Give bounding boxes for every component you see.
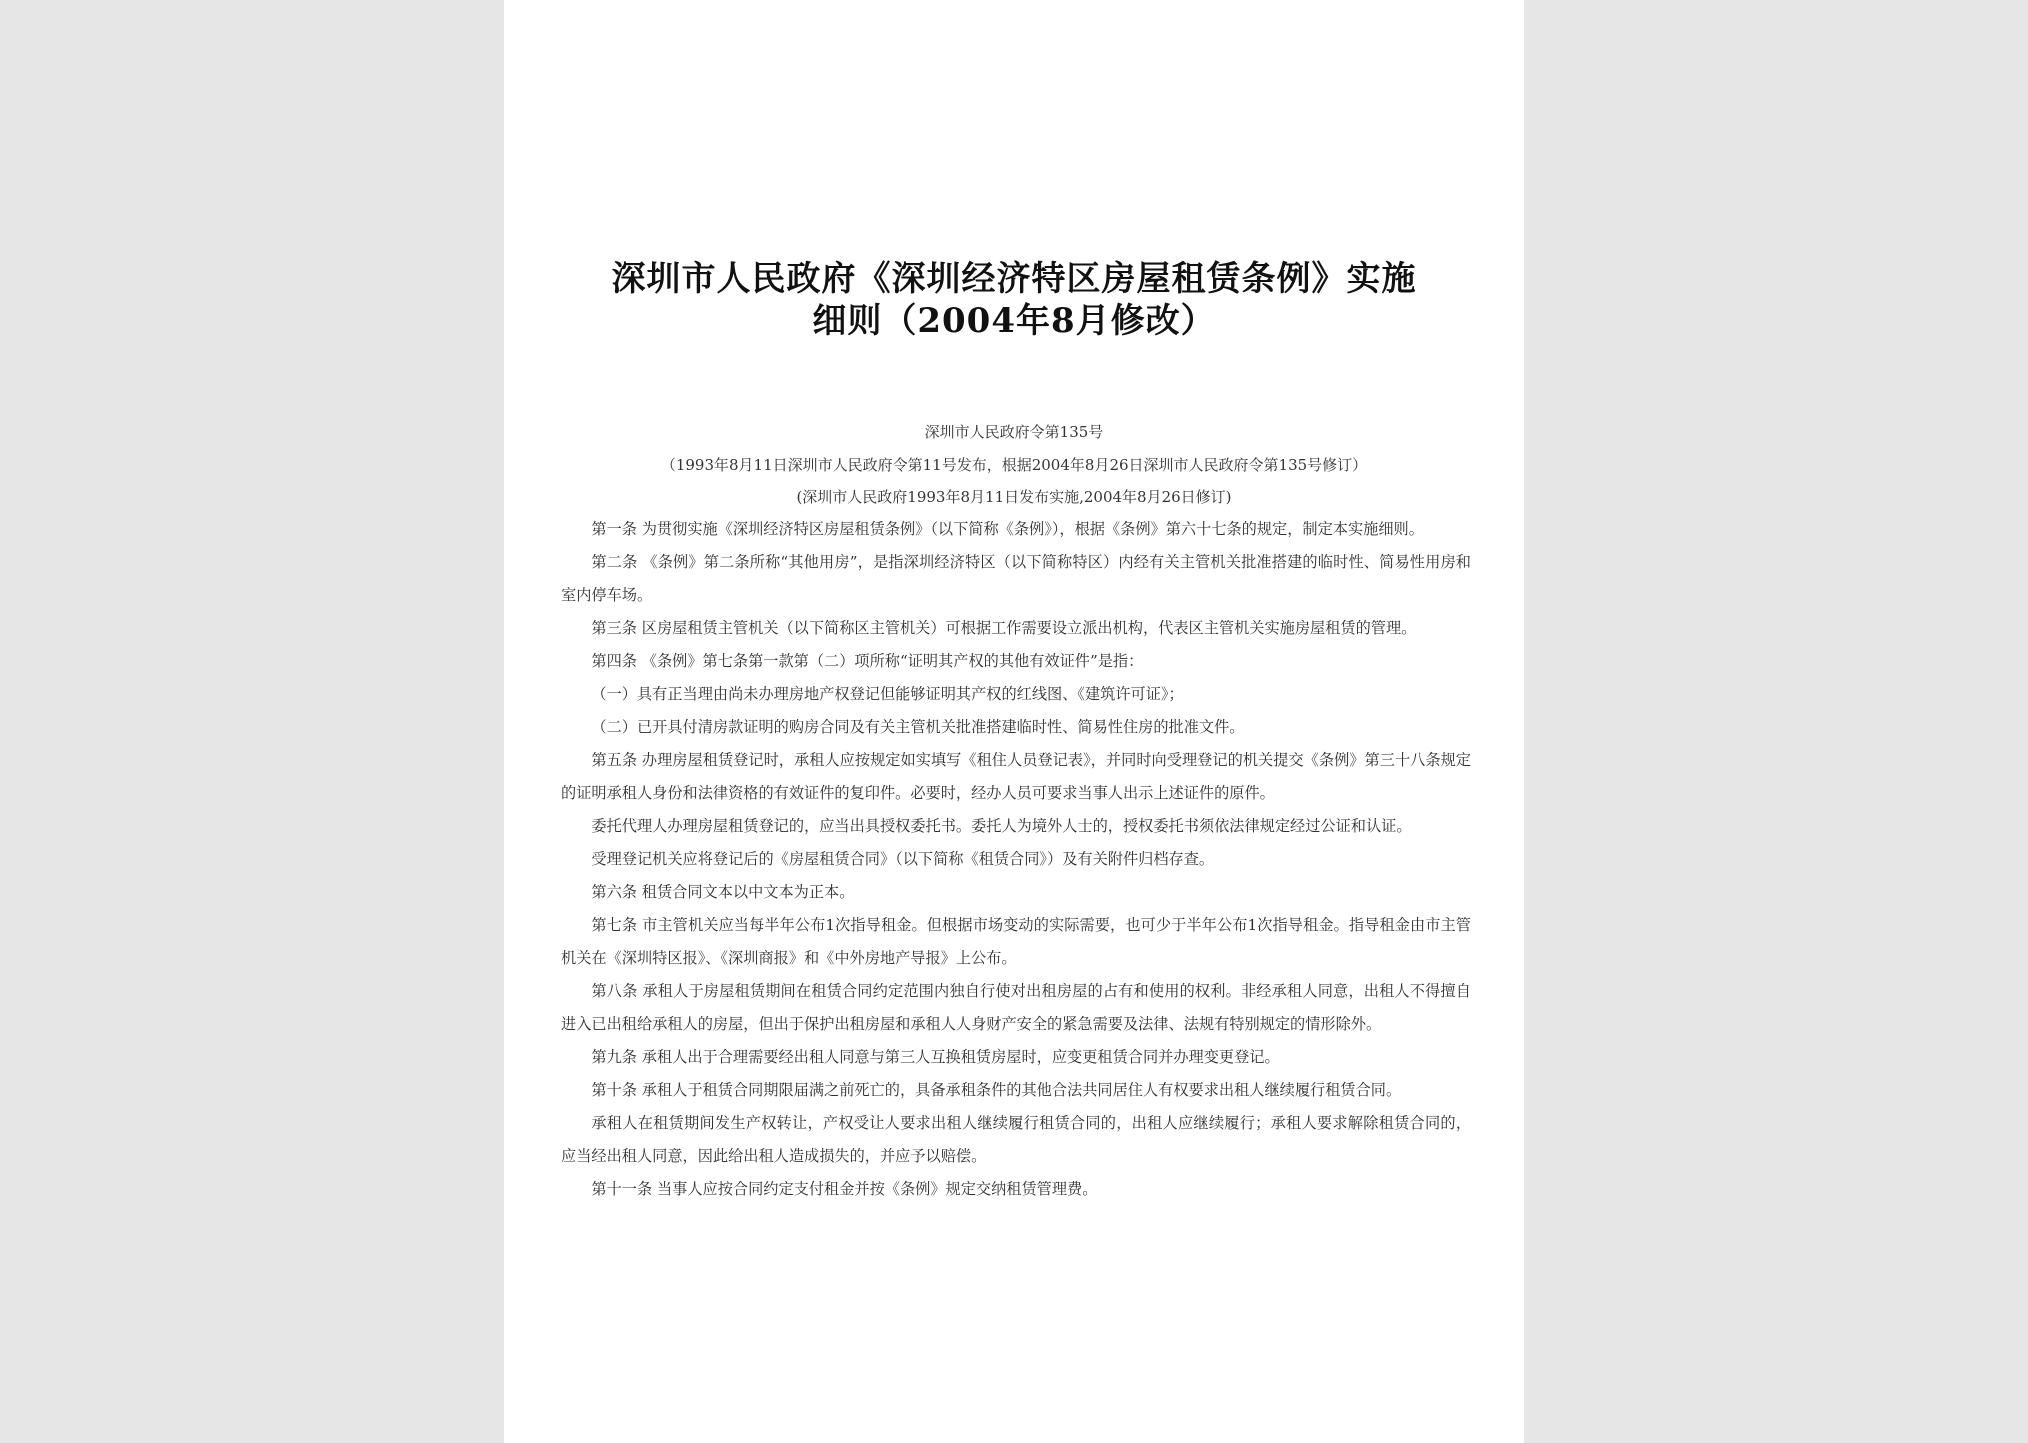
- article-paragraph: 第三条 区房屋租赁主管机关（以下简称区主管机关）可根据工作需要设立派出机构，代表区主管机关实施房屋租赁的管理。: [591, 619, 1417, 637]
- article-paragraph: （二）已开具付清房款证明的购房合同及有关主管机关批准搭建临时性、简易性住房的批准文件。: [591, 718, 1245, 736]
- article-paragraph: 委托代理人办理房屋租赁登记的，应当出具授权委托书。委托人为境外人士的，授权委托书须依法律规定经过公证和认证。: [591, 817, 1412, 835]
- article-paragraph: 第九条 承租人出于合理需要经出租人同意与第三人互换租赁房屋时，应变更租赁合同并办理变更登记。: [591, 1048, 1280, 1066]
- issue-note: (深圳市人民政府1993年8月11日发布实施,2004年8月26日修订): [796, 488, 1232, 506]
- article-paragraph: 受理登记机关应将登记后的《房屋租赁合同》（以下简称《租赁合同》）及有关附件归档存查。: [591, 850, 1215, 868]
- article-paragraph: 第六条 租赁合同文本以中文本为正本。: [591, 883, 855, 901]
- article-paragraph: 第五条 办理房屋租赁登记时，承租人应按规定如实填写《租住人员登记表》，并同时向受理登记的机关提交《条例》第三十八条规定的证明承租人身份和法律资格的有效证件的复印件。必要时，经办人员可要求当事人出示上述证件的原件。: [561, 751, 1471, 802]
- article-paragraph: （一）具有正当理由尚未办理房地产权登记但能够证明其产权的红线图、《建筑许可证》；: [591, 685, 1184, 703]
- article-paragraph: 第一条 为贯彻实施《深圳经济特区房屋租赁条例》（以下简称《条例》），根据《条例》第六十七条的规定，制定本实施细则。: [591, 520, 1424, 538]
- article-paragraph: 承租人在租赁期间发生产权转让，产权受让人要求出租人继续履行租赁合同的，出租人应继续履行；承租人要求解除租赁合同的，应当经出租人同意，因此给出租人造成损失的，并应予以赔偿。: [561, 1114, 1471, 1165]
- title-line-2: 细则（2004年8月修改）: [812, 301, 1216, 341]
- article-paragraph: 第十条 承租人于租赁合同期限届满之前死亡的，具备承租条件的其他合法共同居住人有权要求出租人继续履行租赁合同。: [591, 1081, 1402, 1099]
- document-body: [561, 513, 1471, 1206]
- title-line-1: 深圳市人民政府《深圳经济特区房屋租赁条例》实施: [611, 259, 1417, 299]
- order-number: 深圳市人民政府令第135号: [924, 423, 1104, 441]
- history-note: （1993年8月11日深圳市人民政府令第11号发布，根据2004年8月26日深圳市人民政府令第135号修订）: [660, 456, 1368, 474]
- document-page: [504, 0, 1524, 1443]
- article-paragraph: 第八条 承租人于房屋租赁期间在租赁合同约定范围内独自行使对出租房屋的占有和使用的权利。非经承租人同意，出租人不得擅自进入已出租给承租人的房屋，但出于保护出租房屋和承租人人身财产安全的紧急需要及法律、法规有特别规定的情形除外。: [561, 982, 1471, 1033]
- document-title: [564, 258, 1464, 342]
- article-paragraph: 第七条 市主管机关应当每半年公布1次指导租金。但根据市场变动的实际需要，也可少于半年公布1次指导租金。指导租金由市主管机关在《深圳特区报》、《深圳商报》和《中外房地产导报》上公布。: [561, 916, 1471, 967]
- article-paragraph: 第十一条 当事人应按合同约定支付租金并按《条例》规定交纳租赁管理费。: [591, 1180, 1098, 1198]
- article-paragraph: 第二条 《条例》第二条所称“其他用房”，是指深圳经济特区（以下简称特区）内经有关主管机关批准搭建的临时性、简易性用房和室内停车场。: [561, 553, 1471, 604]
- article-paragraph: 第四条 《条例》第七条第一款第（二）项所称“证明其产权的其他有效证件”是指：: [591, 652, 1144, 670]
